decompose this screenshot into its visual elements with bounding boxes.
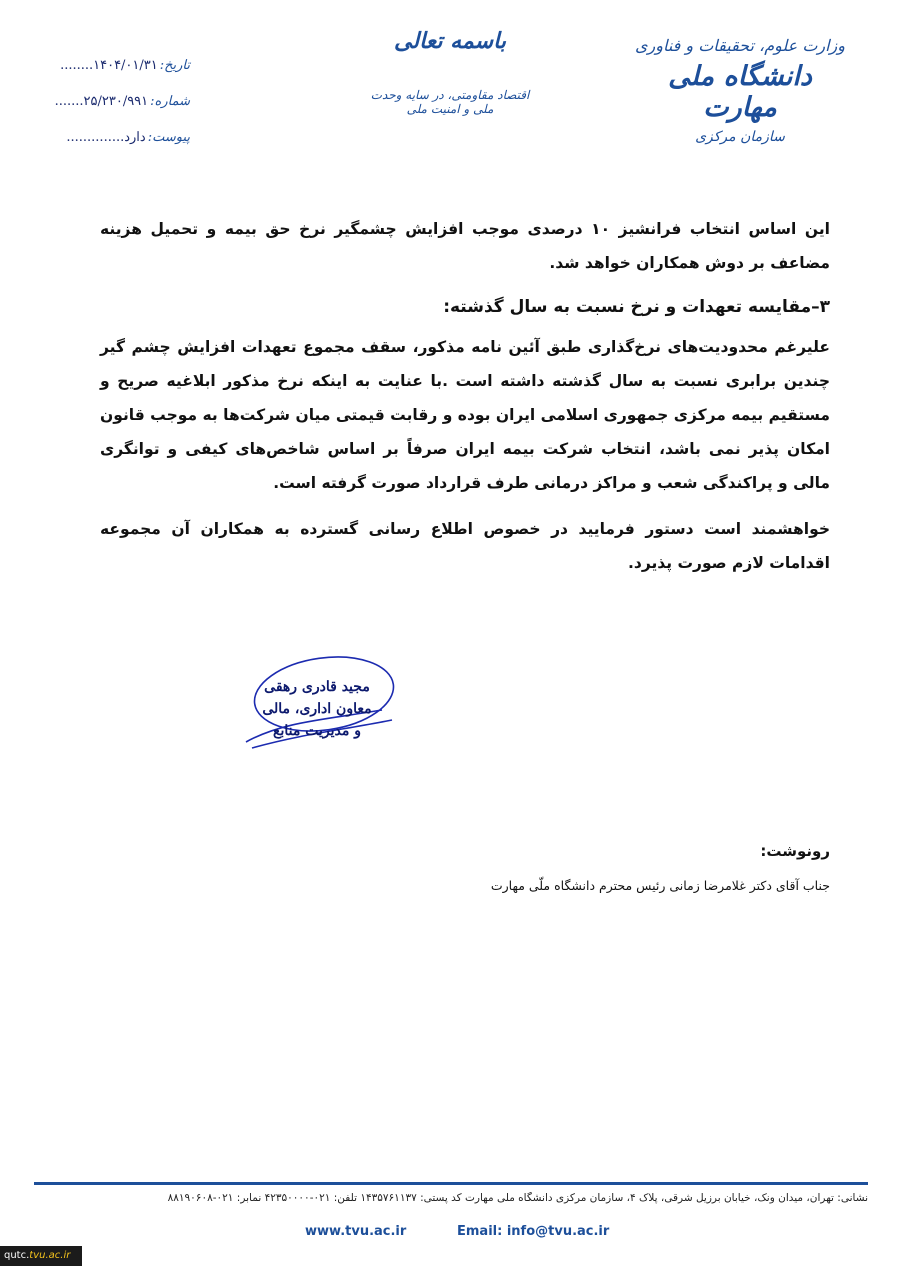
section-heading: ۳–مقایسه تعهدات و نرخ نسبت به سال گذشته: <box>443 297 830 317</box>
cc-recipient: جناب آقای دکتر غلامرضا زمانی رئیس محترم دانشگاه ملّی مهارت <box>490 878 830 893</box>
date-value: ۱۴۰۴/۰۱/۳۱ <box>93 58 158 73</box>
paragraph-comparison: علیرغم محدودیت‌های نرخ‌گذاری طبق آئین نامه مذکور، سقف مجموع تعهدات افزایش چشم گیر چندین برابری نسبت به سال گذشته داشته است .با عنایت به اینکه نرخ مذکور ابلاغیه صریح و مستقیم بیمه مرکزی جمهوری اسلامی ایران بوده و رقابت قیمتی میان شرکت‌ها به موجب قانون امکان پذیر نمی باشد، انتخاب شرکت بیمه ایران صرفاً بر اساس شاخص‌های کیفی و توانگری مالی و پراکندگی شعب و مراکز درمانی طرف قرارداد صورت گرفته است. <box>100 338 830 492</box>
source-badge <box>0 1246 82 1266</box>
footer-address: نشانی: تهران، میدان ونک، خیابان برزیل شرقی، پلاک ۴، سازمان مرکزی دانشگاه ملی مهارت کد پستی: ۱۴۳۵۷۶۱۱۳۷ تلفن: ۰۲۱-۴۲۳۵۰۰۰۰ نمابر: ۰۲۱-۸۸۱۹۰۶۰۸ <box>167 1192 868 1204</box>
slogan: اقتصاد مقاومتی، در سایه وحدت ملی و امنیت ملی <box>370 88 530 116</box>
number-label: شماره: <box>150 94 190 109</box>
email-link[interactable]: Email: info@tvu.ac.ir <box>457 1224 610 1239</box>
letter-body <box>100 212 830 580</box>
date-row: تاریخ:۱۴۰۴/۰۱/۳۱........ <box>60 58 190 73</box>
signer-title-2: و مدیریت منابع <box>273 723 361 739</box>
letter-meta <box>40 58 190 166</box>
attachment-value: دارد <box>124 130 146 145</box>
date-label: تاریخ: <box>159 58 190 73</box>
attachment-row: پیوست:دارد.............. <box>66 130 190 145</box>
university-name: دانشگاه ملی مهارت <box>668 61 812 123</box>
badge-prefix: qutc. <box>4 1250 30 1261</box>
central-organization: سازمان مرکزی <box>695 129 785 145</box>
bismillah-heading: باسمه تعالی <box>394 28 506 54</box>
university-letterhead <box>630 36 850 145</box>
footer-divider <box>34 1182 868 1185</box>
signature-stamp <box>232 650 402 760</box>
number-row: شماره:۲۵/۲۳۰/۹۹۱....... <box>54 94 190 109</box>
ministry-name: وزارت علوم، تحقیقات و فناوری <box>635 36 845 55</box>
signer-title-1: معاون اداری، مالی <box>262 701 372 717</box>
attachment-label: پیوست: <box>147 130 190 145</box>
paragraph-request: خواهشمند است دستور فرمایید در خصوص اطلاع رسانی گسترده به همکاران آن مجموعه اقدامات لازم صورت پذیرد. <box>100 520 830 572</box>
signer-name: مجید قادری رهقی <box>264 679 370 695</box>
number-value: ۲۵/۲۳۰/۹۹۱ <box>83 94 149 109</box>
website-link[interactable]: www.tvu.ac.ir <box>305 1224 407 1239</box>
cc-heading: رونوشت: <box>760 842 830 860</box>
paragraph-franchise: این اساس انتخاب فرانشیز ۱۰ درصدی موجب افزایش چشمگیر نرخ حق بیمه و تحمیل هزینه مضاعف بر دوش همکاران خواهد شد. <box>100 220 830 272</box>
badge-accent: tvu.ac.ir <box>29 1250 71 1261</box>
